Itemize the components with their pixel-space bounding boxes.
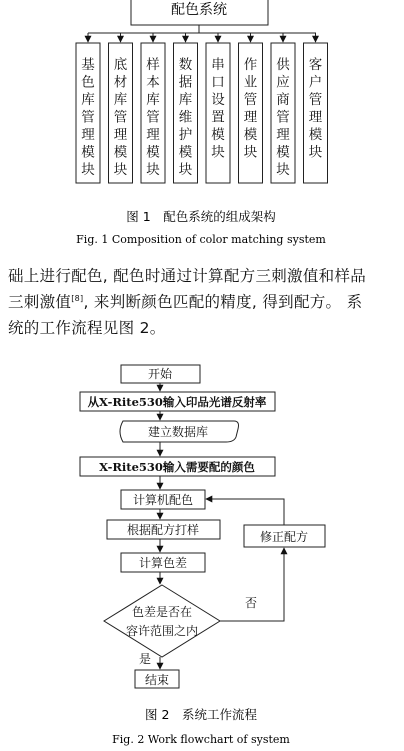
paragraph-line-2 (8, 289, 402, 315)
fig1-root-label: 配色系统 (171, 2, 227, 18)
fc-step1-label: 从X-Rite530输入印品光谱反射率 (87, 395, 267, 409)
paragraph-line-1: 础上进行配色, 配色时通过计算配方三刺激值和样品 (8, 267, 367, 285)
fc-step2-label: 建立数据库 (147, 425, 209, 439)
body-paragraph (8, 263, 402, 341)
fig2-caption-en: Fig. 2 Work flowchart of system (112, 733, 290, 746)
fig1-module-label-8: 客户管理模块 (308, 57, 323, 161)
fig1-module-label-2: 底材库管理模块 (113, 57, 128, 178)
fig1-module-label-7: 供应商管理模块 (276, 57, 290, 178)
fc-decision-diamond (104, 585, 220, 657)
fc-yes-label: 是 (138, 652, 152, 666)
paragraph-line-2-pre: 三刺激值 (8, 293, 72, 311)
fc-step5-label: 根据配方打样 (126, 523, 200, 537)
figure-2 (80, 365, 325, 688)
paragraph-line-2-post: , 来判断颜色匹配的精度, 得到配方。 系 (83, 293, 363, 311)
fc-start-label: 开始 (147, 367, 173, 381)
fig1-module-label-6: 作业管理模块 (243, 57, 258, 161)
fig1-modules (76, 33, 328, 183)
citation-ref: [8] (71, 293, 84, 303)
fig1-module-label-3: 样本库管理模块 (146, 57, 160, 178)
fig1-caption-cn: 图 1 配色系统的组成架构 (126, 209, 276, 224)
fc-correct-label: 修正配方 (259, 530, 309, 544)
fig2-caption-cn: 图 2 系统工作流程 (145, 707, 257, 722)
fc-no-label: 否 (244, 596, 258, 610)
fc-step6-label: 计算色差 (138, 556, 188, 570)
fc-decision-label-2: 容许范围之内 (125, 624, 199, 638)
fig1-module-label-5: 串口设置模块 (211, 57, 225, 161)
fc-arrow-no-to-correct (220, 548, 284, 621)
fig1-module-label-4: 数据库维护模块 (178, 57, 193, 178)
fc-decision-label-1: 色差是否在 (131, 605, 193, 619)
paragraph-line-3: 统的工作流程见图 2。 (8, 319, 166, 337)
fc-step4-label: 计算机配色 (132, 493, 194, 507)
fc-step3-label: X-Rite530输入需要配的颜色 (99, 460, 255, 474)
fig1-caption-en: Fig. 1 Composition of color matching system (76, 233, 326, 246)
fig1-module-label-1: 基色库管理模块 (81, 57, 95, 178)
fc-end-label: 结束 (144, 673, 170, 687)
